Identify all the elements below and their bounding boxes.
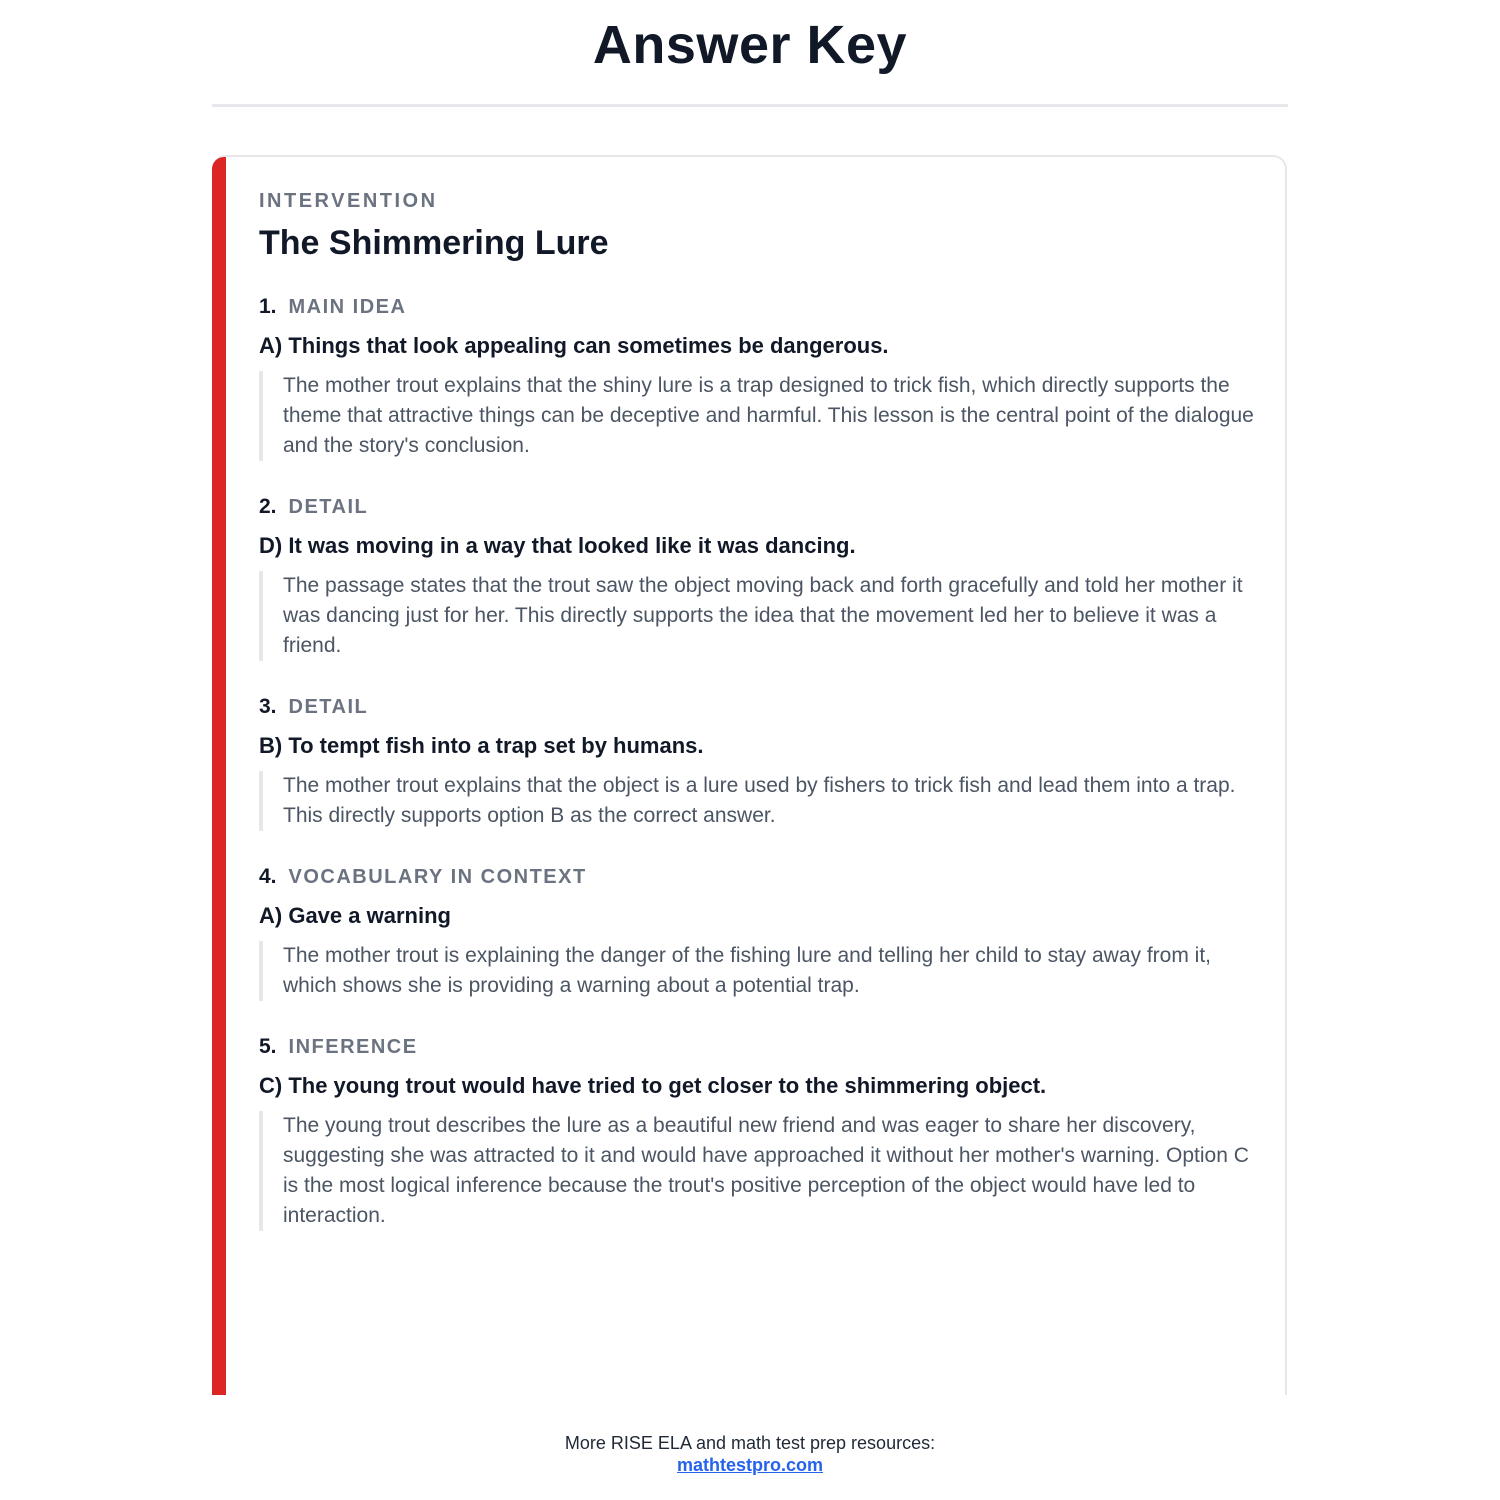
question-header: [259, 293, 1259, 321]
card-accent-bar: [212, 157, 226, 1395]
question-type: INFERENCE: [288, 1036, 418, 1058]
story-title: The Shimmering Lure: [259, 224, 609, 262]
question-header: [259, 493, 1259, 521]
question-header: [259, 693, 1259, 721]
answer-explanation: The mother trout explains that the shiny lure is a trap designed to trick fish, which directly supports the theme that attractive things can be deceptive and harmful. This lesson is the central point of the dialogue and the story's conclusion.: [259, 371, 1259, 461]
question-type: DETAIL: [288, 696, 369, 718]
footer-link[interactable]: mathtestpro.com: [676, 1455, 824, 1475]
card-category: INTERVENTION: [259, 190, 438, 212]
answer-card-content: [259, 187, 1259, 1231]
question-number: 4.: [259, 865, 277, 888]
question-header: [259, 863, 1259, 891]
footer: [0, 1432, 1500, 1476]
footer-text: More RISE ELA and math test prep resources:: [564, 1433, 936, 1453]
answer-explanation: The mother trout explains that the object is a lure used by fishers to trick fish and lead them into a trap. This directly supports option B as the correct answer.: [259, 771, 1259, 831]
question-number: 3.: [259, 695, 277, 718]
question-item: [259, 1033, 1259, 1231]
correct-answer: C) The young trout would have tried to get closer to the shimmering object.: [259, 1073, 1047, 1098]
question-header: [259, 1033, 1259, 1061]
page-title: Answer Key: [592, 15, 908, 75]
correct-answer: A) Gave a warning: [259, 903, 451, 928]
correct-answer: D) It was moving in a way that looked like it was dancing.: [259, 533, 856, 558]
question-type: DETAIL: [288, 496, 369, 518]
question-item: [259, 863, 1259, 1001]
question-number: 1.: [259, 295, 277, 318]
correct-answer: A) Things that look appealing can sometimes be dangerous.: [259, 333, 889, 358]
answer-explanation: The young trout describes the lure as a beautiful new friend and was eager to share her discovery, suggesting she was attracted to it and would have approached it without her mother's warning. Option C is the most logical inference because the trout's positive perception of the object would have led to interaction.: [259, 1111, 1259, 1231]
answer-explanation: The passage states that the trout saw the object moving back and forth gracefully and told her mother it was dancing just for her. This directly supports the idea that the movement led her to believe it was a friend.: [259, 571, 1259, 661]
question-item: [259, 693, 1259, 831]
question-item: [259, 493, 1259, 661]
answer-explanation: The mother trout is explaining the danger of the fishing lure and telling her child to stay away from it, which shows she is providing a warning about a potential trap.: [259, 941, 1259, 1001]
question-item: [259, 293, 1259, 461]
question-number: 2.: [259, 495, 277, 518]
correct-answer: B) To tempt fish into a trap set by humans.: [259, 733, 704, 758]
question-number: 5.: [259, 1035, 277, 1058]
title-divider: [212, 104, 1288, 107]
question-type: MAIN IDEA: [288, 296, 407, 318]
question-type: VOCABULARY IN CONTEXT: [288, 866, 587, 888]
